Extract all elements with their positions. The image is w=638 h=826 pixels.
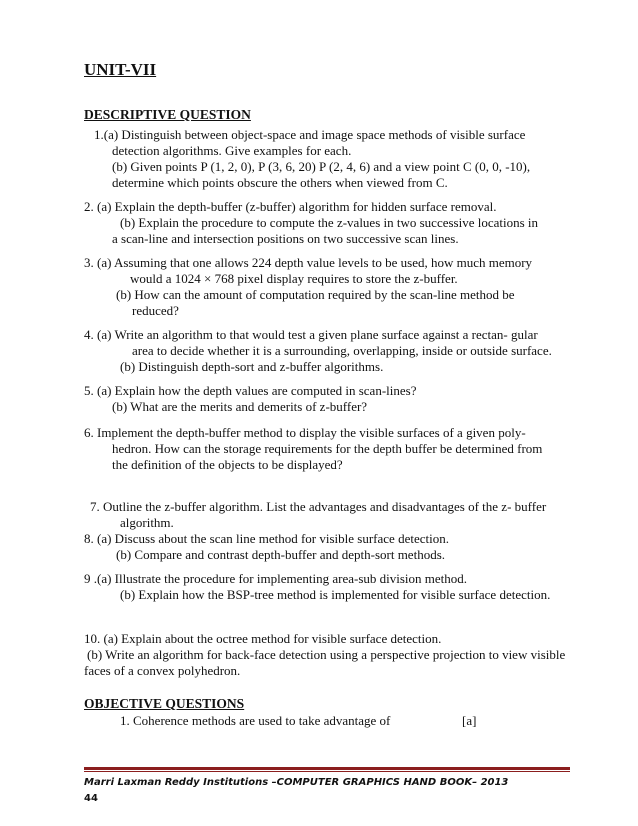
question-line: would a 1024 × 768 pixel display requires to store the z-buffer. [130, 271, 458, 286]
unit-title: UNIT-VII [84, 60, 157, 79]
question-line: the definition of the objects to be displayed? [112, 457, 343, 472]
question-line: (b) What are the merits and demerits of z-buffer? [112, 399, 368, 414]
question-line: area to decide whether it is a surrounding, overlapping, inside or outside surface. [132, 343, 552, 358]
question-line: 9 .(a) Illustrate the procedure for implementing area-sub division method. [84, 571, 468, 586]
question-line: (b) Compare and contrast depth-buffer and depth-sort methods. [116, 547, 445, 562]
question-line: 5. (a) Explain how the depth values are computed in scan-lines? [84, 383, 417, 398]
page-number: 44 [84, 793, 98, 804]
footer-title: Marri Laxman Reddy Institutions –COMPUTER GRAPHICS HAND BOOK– 2013 [84, 777, 509, 788]
question-line: algorithm. [120, 515, 174, 530]
question-line: 3. (a) Assuming that one allows 224 depth value levels to be used, how much memory [84, 255, 533, 270]
question-line: 6. Implement the depth-buffer method to display the visible surfaces of a given poly- [84, 425, 526, 440]
question-line: faces of a convex polyhedron. [84, 663, 241, 678]
question-line: (b) Distinguish depth-sort and z-buffer algorithms. [120, 359, 384, 374]
question-line: 8. (a) Discuss about the scan line method for visible surface detection. [84, 531, 449, 546]
question-line: (b) Write an algorithm for back-face detection using a perspective projection to view visible [87, 647, 566, 662]
question-line: 7. Outline the z-buffer algorithm. List the advantages and disadvantages of the z- buffer [90, 499, 547, 514]
question-line: reduced? [132, 303, 179, 318]
footer-rule-thin [84, 771, 570, 772]
objective-question-text: 1. Coherence methods are used to take advantage of [120, 713, 391, 728]
objective-answer: [a] [462, 713, 477, 728]
descriptive-heading: DESCRIPTIVE QUESTION [84, 107, 251, 122]
question-line: 2. (a) Explain the depth-buffer (z-buffer) algorithm for hidden surface removal. [84, 199, 497, 214]
question-line: (b) Explain the procedure to compute the z-values in two successive locations in [120, 215, 539, 230]
question-line: determine which points obscure the others when viewed from C. [112, 175, 448, 190]
question-line: 10. (a) Explain about the octree method for visible surface detection. [84, 631, 442, 646]
question-line: hedron. How can the storage requirements for the depth buffer be determined from [112, 441, 543, 456]
objective-heading: OBJECTIVE QUESTIONS [84, 696, 245, 711]
footer-rule-thick [84, 767, 570, 770]
question-line: 1.(a) Distinguish between object-space and image space methods of visible surface [94, 127, 526, 142]
question-line: detection algorithms. Give examples for each. [112, 143, 352, 158]
question-line: 4. (a) Write an algorithm to that would test a given plane surface against a rectan- gular [84, 327, 538, 342]
question-line: (b) How can the amount of computation required by the scan-line method be [116, 287, 515, 302]
question-line: a scan-line and intersection positions on two successive scan lines. [112, 231, 459, 246]
question-line: (b) Given points P (1, 2, 0), P (3, 6, 20) P (2, 4, 6) and a view point C (0, 0, -10), [112, 159, 531, 174]
question-line: (b) Explain how the BSP-tree method is implemented for visible surface detection. [120, 587, 551, 602]
